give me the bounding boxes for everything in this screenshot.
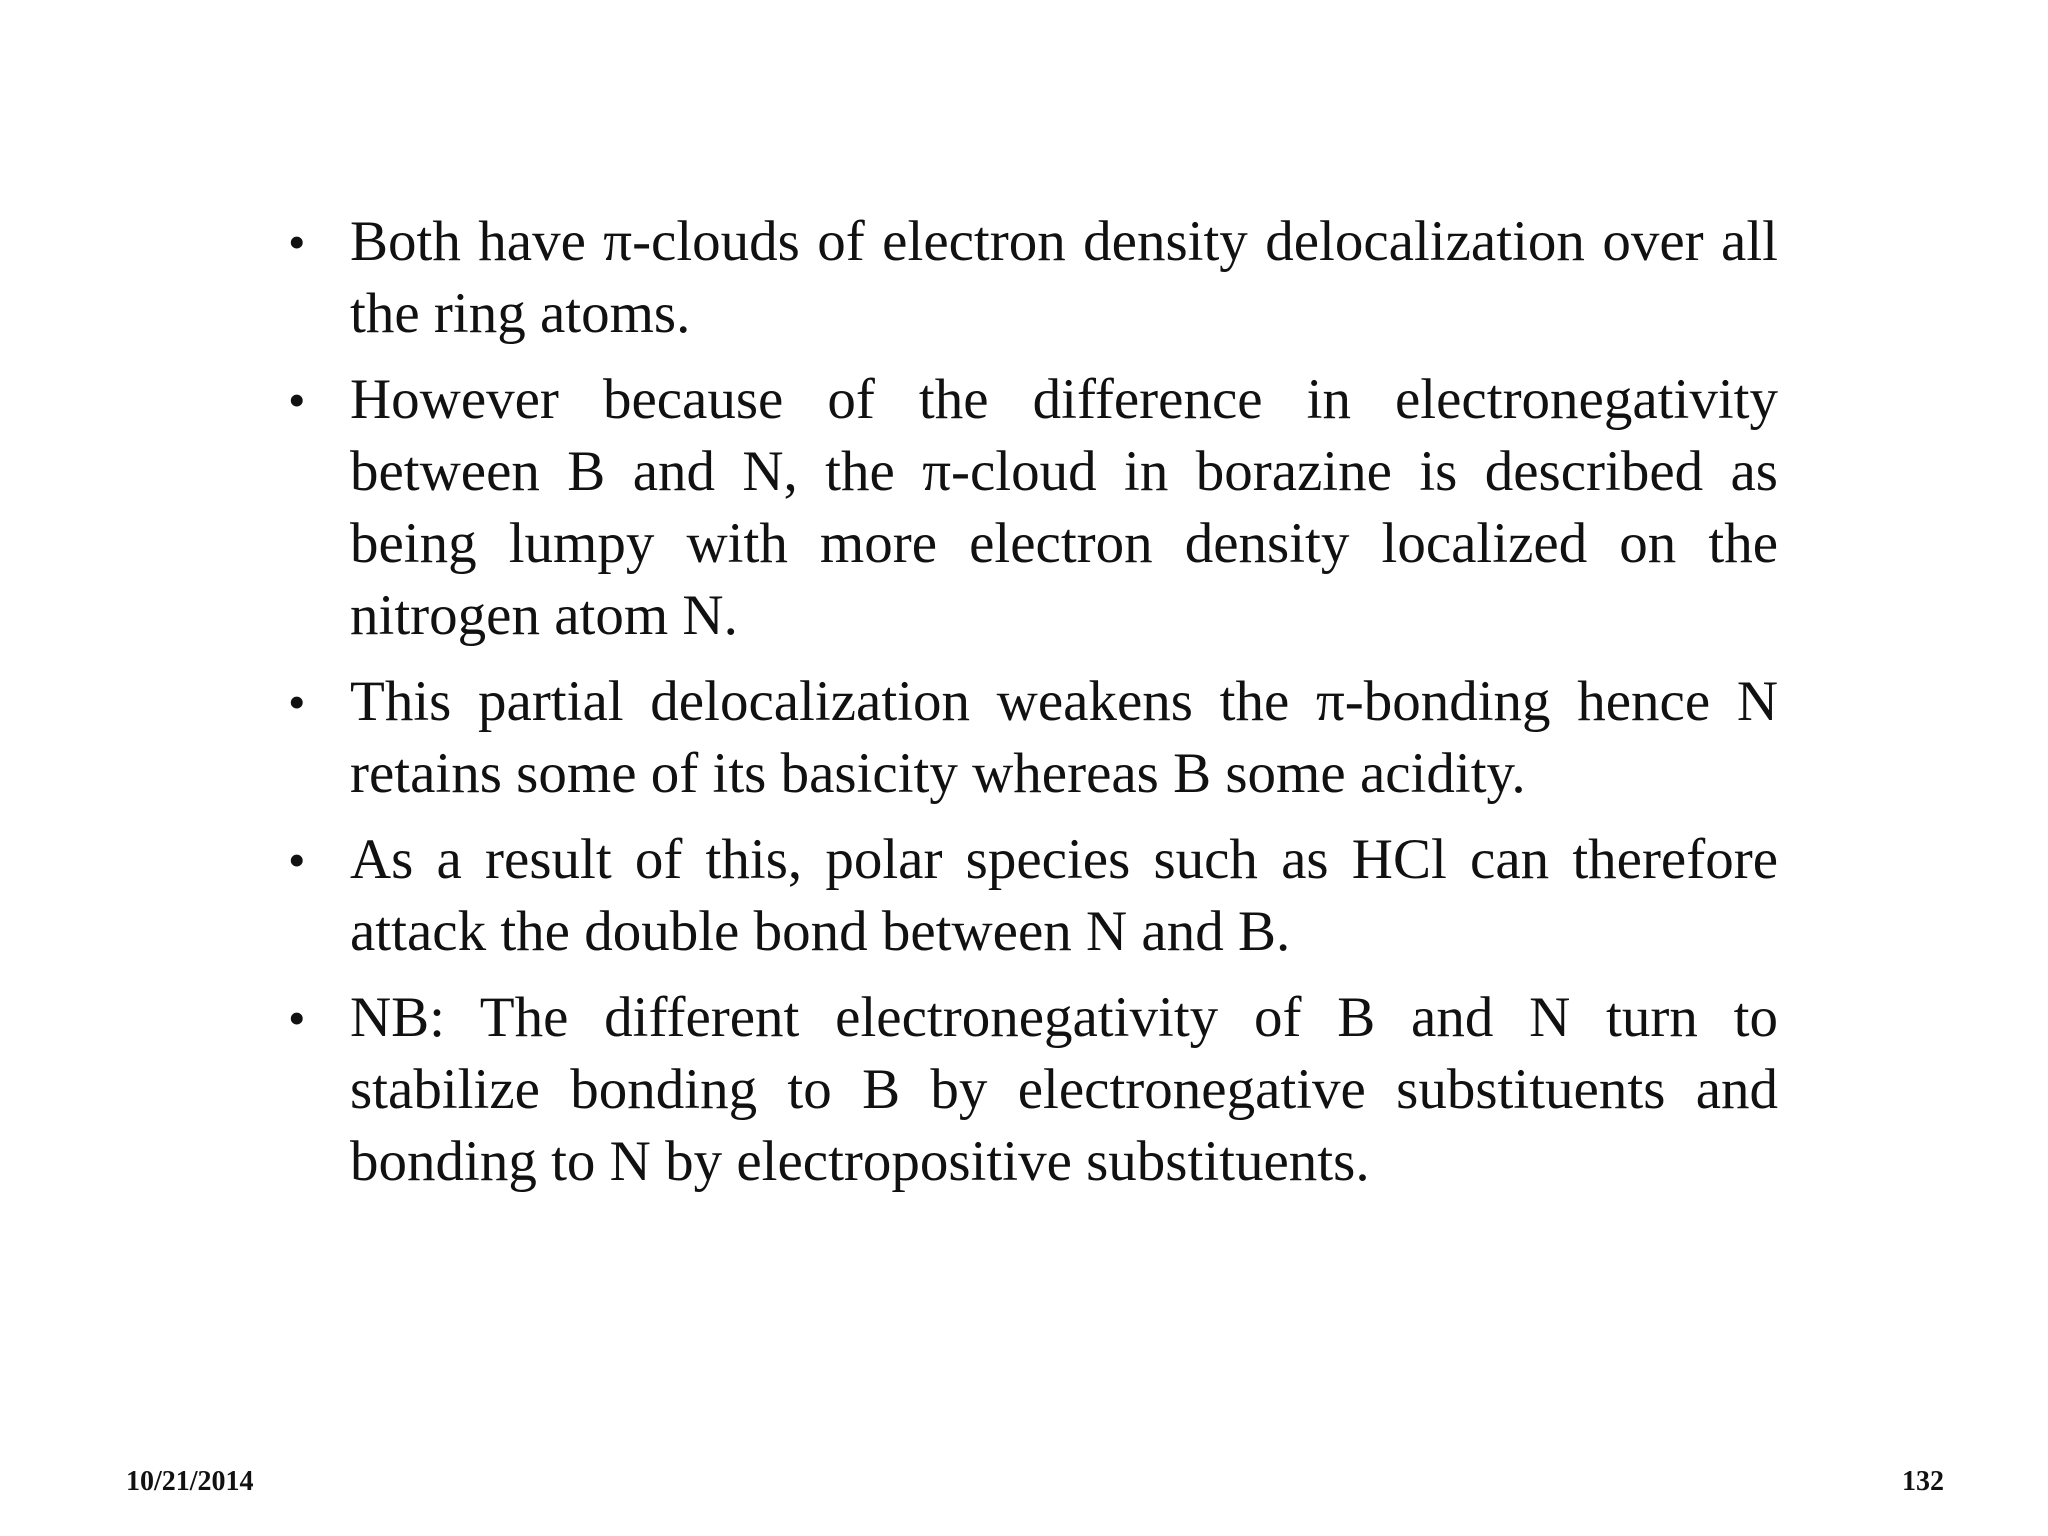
bullet-point-icon: • (288, 214, 306, 270)
bullet-list (288, 206, 1778, 1212)
bullet-item-1 (288, 206, 1778, 350)
bullet-point-icon: • (288, 674, 306, 730)
bullet-point-icon: • (288, 990, 306, 1046)
page-number: 132 (1902, 1466, 1944, 1497)
bullet-item-4 (288, 824, 1778, 968)
bullet-item-5 (288, 982, 1778, 1198)
bullet-text-1: Both have π-clouds of electron density delocalization over all the ring atoms. (350, 210, 1778, 345)
bullet-text-3: This partial delocalization weakens the π-bonding hence N retains some of its basicity whereas B some acidity. (350, 670, 1778, 805)
bullet-item-2 (288, 364, 1778, 652)
bullet-item-3 (288, 666, 1778, 810)
bullet-point-icon: • (288, 832, 306, 888)
bullet-point-icon: • (288, 372, 306, 428)
bullet-text-4: As a result of this, polar species such as HCl can therefore attack the double bond between N and B. (350, 828, 1778, 963)
bullet-text-2: However because of the difference in electronegativity between B and N, the π-cloud in borazine is described as being lumpy with more electron density localized on the nitrogen atom N. (350, 368, 1778, 647)
bullet-text-5: NB: The different electronegativity of B and N turn to stabilize bonding to B by electronegative substituents and bonding to N by electropositive substituents. (350, 986, 1778, 1193)
footer-date: 10/21/2014 (126, 1466, 254, 1497)
